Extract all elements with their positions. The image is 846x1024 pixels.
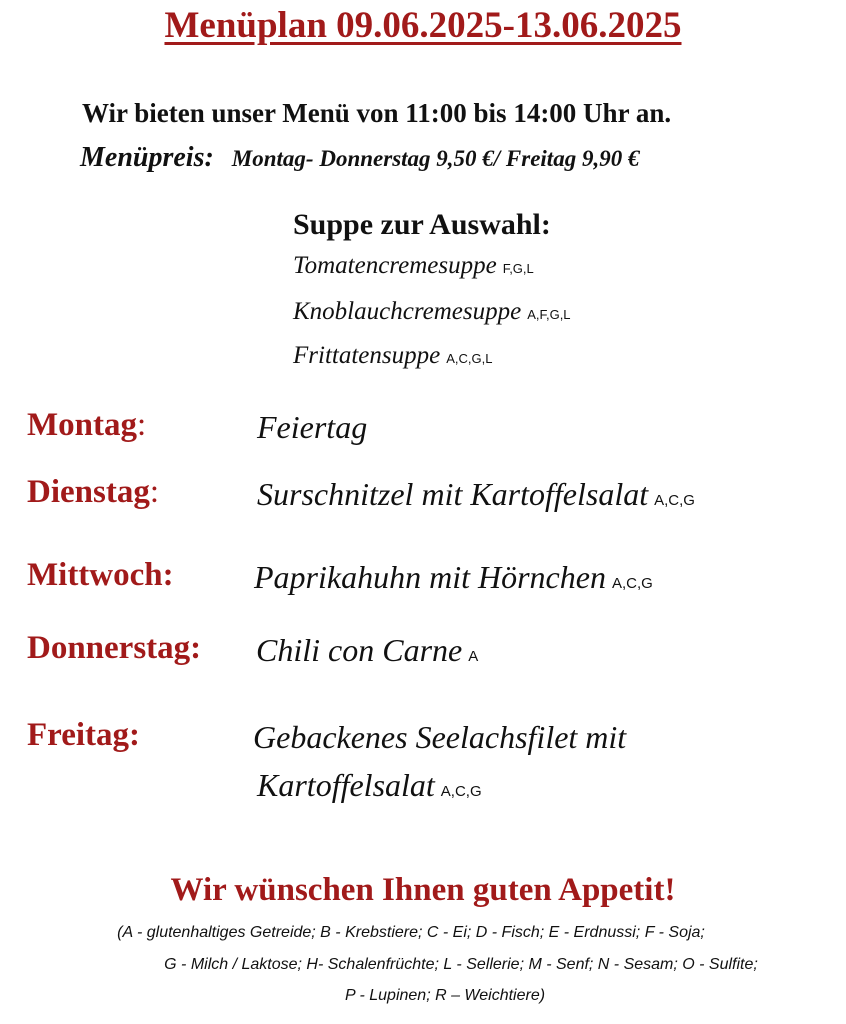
opening-hours: Wir bieten unser Menü von 11:00 bis 14:00 Uhr an. — [82, 98, 672, 128]
soup-allergens: A,F,G,L — [527, 307, 571, 322]
dish-name: Chili con Carne — [256, 632, 463, 668]
menu-price-label: Menüpreis: — [80, 142, 214, 173]
day-name: Dienstag — [27, 474, 150, 510]
soup-allergens: F,G,L — [502, 261, 534, 276]
menu-price-text: Montag- Donnerstag 9,50 €/ Freitag 9,90 € — [231, 146, 640, 171]
dish-allergens: A,C,G — [440, 783, 482, 800]
soup-name: Tomatencremesuppe — [293, 252, 497, 279]
closing-message: Wir wünschen Ihnen guten Appetit! — [170, 872, 676, 908]
allergen-legend-line: (A - glutenhaltiges Getreide; B - Krebstiere; C - Ei; D - Fisch; E - Erdnussi; F - Soja; — [117, 924, 705, 941]
dish-donnerstag — [256, 632, 478, 669]
dish-name: Surschnitzel mit Kartoffelsalat — [257, 476, 649, 512]
dish-allergens: A,C,G — [654, 492, 695, 509]
menu-price — [80, 142, 639, 174]
page-title: Menüplan 09.06.2025-13.06.2025 — [164, 5, 682, 46]
soup-item — [293, 298, 571, 326]
day-label-dienstag — [27, 474, 159, 511]
day-colon: : — [149, 474, 160, 510]
day-label-mittwoch — [27, 557, 174, 594]
day-name: Donnerstag: — [27, 630, 202, 666]
day-label-freitag — [27, 717, 140, 754]
dish-allergens: A — [468, 648, 479, 665]
allergen-legend-line: P - Lupinen; R – Weichtiere) — [344, 987, 546, 1004]
dish-name: Gebackenes Seelachsfilet mit — [253, 719, 627, 755]
dish-dienstag — [257, 476, 695, 513]
dish-freitag-line2 — [257, 767, 482, 804]
day-label-donnerstag — [27, 630, 201, 667]
soup-item — [293, 252, 534, 280]
soup-name: Knoblauchcremesuppe — [293, 298, 522, 325]
dish-name: Feiertag — [257, 409, 368, 445]
day-colon: : — [137, 407, 147, 443]
soup-heading: Suppe zur Auswahl: — [293, 208, 551, 241]
dish-name-continued: Kartoffelsalat — [257, 767, 435, 803]
dish-montag — [257, 409, 367, 446]
day-name: Montag — [27, 407, 137, 443]
dish-freitag — [253, 719, 626, 756]
allergen-legend-line: G - Milch / Laktose; H- Schalenfrüchte; L - Sellerie; M - Senf; N - Sesam; O - Sulfite; — [164, 956, 758, 973]
soup-item — [293, 342, 492, 370]
soup-name: Frittatensuppe — [293, 342, 441, 369]
dish-name: Paprikahuhn mit Hörnchen — [254, 559, 606, 595]
dish-allergens: A,C,G — [611, 575, 653, 592]
dish-mittwoch — [254, 559, 653, 596]
day-label-montag — [27, 407, 146, 444]
soup-allergens: A,C,G,L — [446, 351, 493, 366]
day-name: Mittwoch: — [27, 557, 174, 593]
day-name: Freitag: — [27, 717, 141, 753]
